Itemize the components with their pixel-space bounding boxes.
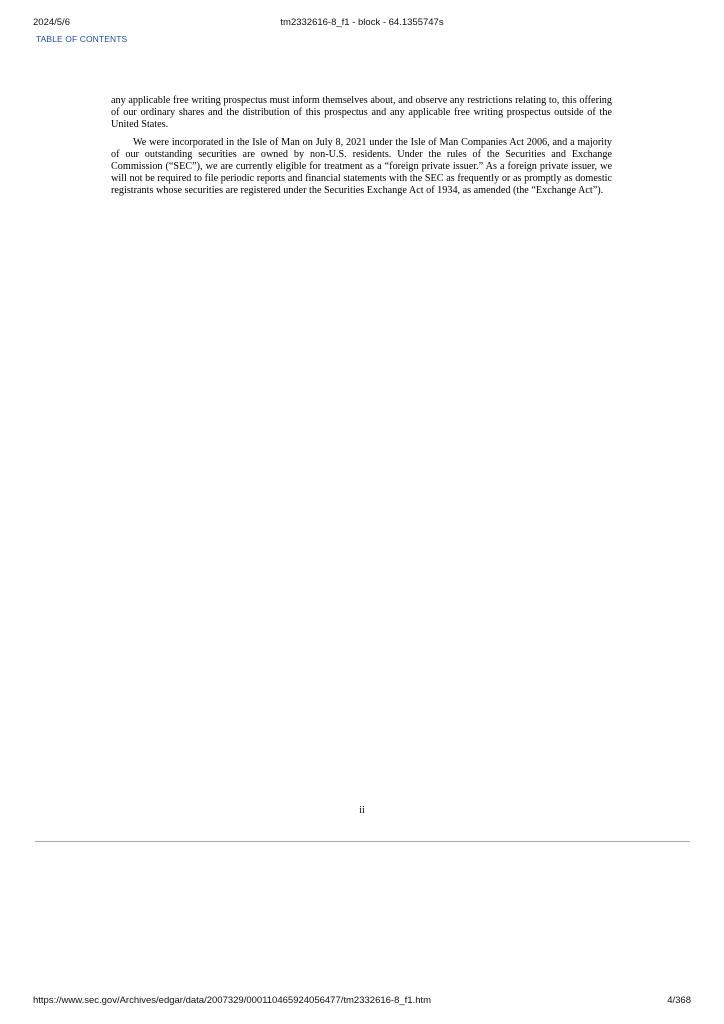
print-url: https://www.sec.gov/Archives/edgar/data/2007329/000110465924056477/tm2332616-8_f1.htm — [33, 995, 432, 1006]
table-of-contents-link[interactable]: TABLE OF CONTENTS — [36, 34, 128, 44]
print-date: 2024/5/6 — [33, 17, 70, 28]
print-header — [33, 17, 691, 31]
body-paragraph: We were incorporated in the Isle of Man on July 8, 2021 under the Isle of Man Companies Act 2006, and a majority of our outstanding securities are owned by non-U.S. residents. Under the rules of the Securities and Exchange Commission (“SEC”), we are currently eligible for treatment as a “foreign private issuer.” As a foreign private issuer, we will not be required to file periodic reports and financial statements with the SEC as frequently or as promptly as domestic registrants whose securities are registered under the Securities Exchange Act of 1934, as amended (the “Exchange Act”). — [111, 136, 612, 197]
document-body — [111, 95, 612, 203]
body-paragraph: any applicable free writing prospectus must inform themselves about, and observe any restrictions relating to, this offering of our ordinary shares and the distribution of this prospectus and any applicable free writing prospectus outside of the United States. — [111, 95, 612, 131]
print-footer — [33, 995, 691, 1009]
page-number: ii — [359, 805, 365, 816]
print-document-title: tm2332616-8_f1 - block - 64.1355747s — [280, 17, 444, 28]
page-divider — [35, 841, 690, 842]
print-page-count: 4/368 — [667, 995, 691, 1006]
